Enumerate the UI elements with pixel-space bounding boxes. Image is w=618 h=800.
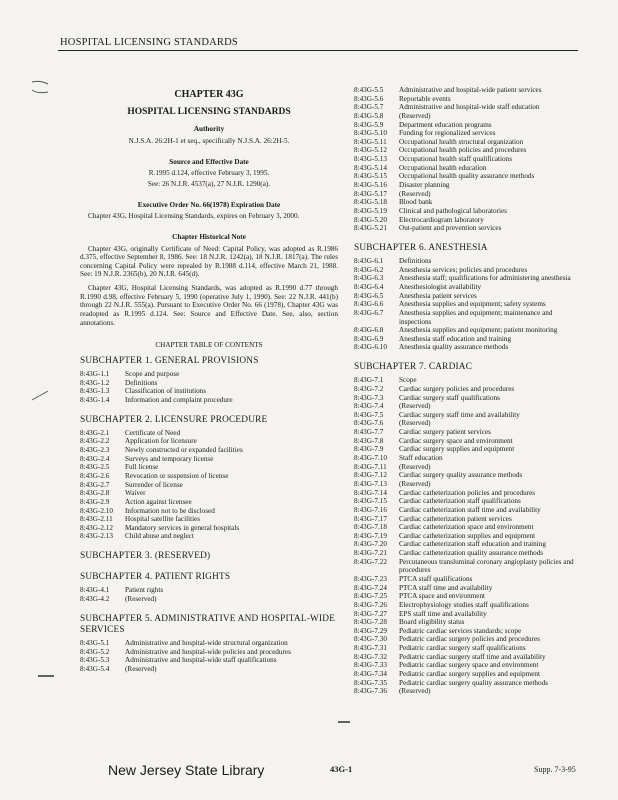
toc-entry bbox=[80, 595, 338, 604]
section-title: Cardiac surgery quality assurance methods bbox=[399, 471, 523, 480]
section-number: 8:43G-7.28 bbox=[354, 618, 387, 627]
section-title: Mandatory services in general hospitals bbox=[125, 523, 240, 532]
section-title: Waiver bbox=[125, 489, 146, 498]
section-title: Pediatric cardiac surgery staff time and availability bbox=[399, 652, 546, 661]
history-paragraph-2: Chapter 43G, Hospital Licensing Standards, was adopted as R.1990 d.77 through R.1990 d.98, effective February 5, 1990 (operative July 1, 1990). See: 22 N.J.R. 441(b) through 22 N.J.R. 555(a). Pursuant to Executive Order No. 66 (1978), Chapter 43G was readopted as R.1995 d.124. See: Source and Effective Date. See, also, section annotations. bbox=[80, 284, 338, 327]
section-title: (Reserved) bbox=[399, 479, 431, 488]
section-title: Cardiac surgery staff time and availability bbox=[399, 410, 520, 419]
toc-entry bbox=[80, 455, 338, 464]
section-title: (Reserved) bbox=[399, 189, 431, 198]
section-title: Occupational health staff qualifications bbox=[399, 155, 513, 164]
chapter-label: CHAPTER 43G bbox=[174, 89, 244, 100]
toc-entry bbox=[354, 224, 578, 233]
section-number: 8:43G-7.33 bbox=[354, 661, 387, 670]
section-number: 8:43G-6.1 bbox=[354, 257, 384, 266]
toc-entry bbox=[80, 370, 338, 379]
section-number: 8:43G-5.14 bbox=[354, 163, 387, 172]
section-number: 8:43G-7.18 bbox=[354, 523, 387, 532]
section-title: Anesthesia supplies and equipment; patient monitoring bbox=[399, 326, 558, 335]
section-title: (Reserved) bbox=[399, 462, 431, 471]
toc-entry bbox=[354, 164, 578, 173]
section-number: 8:43G-5.18 bbox=[354, 198, 387, 207]
section-title: (Reserved) bbox=[125, 664, 157, 673]
section-title: Surveys and temporary license bbox=[125, 454, 214, 463]
toc-entry bbox=[354, 679, 578, 688]
section-number: 8:43G-6.3 bbox=[354, 274, 384, 283]
toc-entry bbox=[80, 472, 338, 481]
section-number: 8:43G-5.17 bbox=[354, 189, 387, 198]
toc-entry bbox=[354, 584, 578, 593]
section-title: Cardiac catheterization patient services bbox=[399, 514, 512, 523]
section-title: Anesthesia supplies and equipment; safety systems bbox=[399, 300, 546, 309]
section-number: 8:43G-2.9 bbox=[80, 497, 110, 506]
section-title: Cardiac catheterization staff qualifications bbox=[399, 497, 521, 506]
section-title: Administrative and hospital-wide patient services bbox=[399, 86, 542, 94]
toc-entry bbox=[354, 644, 578, 653]
section-number: 8:43G-6.9 bbox=[354, 334, 384, 343]
section-title: Electrocardiogram laboratory bbox=[399, 215, 484, 224]
section-number: 8:43G-7.24 bbox=[354, 583, 387, 592]
subchapter-heading: SUBCHAPTER 4. PATIENT RIGHTS bbox=[80, 572, 231, 583]
section-title: Information and complaint procedure bbox=[125, 396, 233, 404]
section-number: 8:43G-2.4 bbox=[80, 454, 110, 463]
section-number: 8:43G-7.23 bbox=[354, 574, 387, 583]
section-number: 8:43G-6.8 bbox=[354, 326, 384, 335]
section-title: Certificate of Need bbox=[125, 428, 181, 437]
section-number: 8:43G-7.31 bbox=[354, 644, 387, 653]
toc-entry bbox=[354, 506, 578, 515]
section-number: 8:43G-7.15 bbox=[354, 497, 387, 506]
toc-entry bbox=[354, 335, 578, 344]
section-title: Pediatric cardiac surgery space and environment bbox=[399, 661, 539, 670]
toc-entry bbox=[354, 385, 578, 394]
source-text-2: See: 26 N.J.R. 4537(a), 27 N.J.R. 1290(a). bbox=[147, 179, 271, 188]
toc-entry bbox=[354, 471, 578, 480]
section-number: 8:43G-7.11 bbox=[354, 462, 387, 471]
section-number: 8:43G-7.12 bbox=[354, 471, 387, 480]
footer-supplement: Supp. 7-3-95 bbox=[534, 765, 576, 774]
section-title: Classification of institutions bbox=[125, 387, 207, 396]
section-title: Newly constructed or expanded facilities bbox=[125, 446, 243, 455]
toc-entry bbox=[354, 480, 578, 489]
section-title: Action against licensee bbox=[125, 497, 192, 506]
toc-entry bbox=[354, 300, 578, 309]
toc-entry bbox=[354, 266, 578, 275]
section-title: Pediatric cardiac surgery policies and procedures bbox=[399, 635, 540, 644]
section-number: 8:43G-7.8 bbox=[354, 436, 384, 445]
toc-entry bbox=[354, 411, 578, 420]
section-number: 8:43G-7.14 bbox=[354, 488, 387, 497]
section-title: Patient rights bbox=[125, 586, 164, 595]
section-number: 8:43G-2.6 bbox=[80, 472, 110, 480]
section-title: Definitions bbox=[125, 378, 158, 387]
toc-entry bbox=[354, 207, 578, 216]
toc-entry bbox=[354, 670, 578, 679]
toc-entry bbox=[354, 445, 578, 454]
toc-entry bbox=[80, 429, 338, 438]
section-title: Cardiac surgery patient services bbox=[399, 428, 491, 437]
section-number: 8:43G-4.2 bbox=[80, 595, 110, 604]
section-number: 8:43G-1.3 bbox=[80, 387, 110, 396]
section-number: 8:43G-7.25 bbox=[354, 592, 387, 601]
section-number: 8:43G-1.4 bbox=[80, 396, 110, 404]
section-number: 8:43G-7.27 bbox=[354, 609, 387, 618]
section-number: 8:43G-6.5 bbox=[354, 291, 384, 300]
toc-entry bbox=[354, 86, 578, 95]
section-number: 8:43G-5.4 bbox=[80, 664, 110, 673]
section-title: Cardiac surgery staff qualifications bbox=[399, 393, 500, 402]
section-title: (Reserved) bbox=[125, 595, 157, 604]
toc-entry bbox=[80, 498, 338, 507]
section-title: (Reserved) bbox=[399, 687, 431, 696]
section-title: Occupational health education bbox=[399, 163, 487, 172]
exec-order-text: Chapter 43G, Hospital Licensing Standards, expires on February 3, 2000. bbox=[88, 212, 300, 221]
section-number: 8:43G-7.6 bbox=[354, 419, 384, 428]
toc-entry bbox=[354, 129, 578, 138]
margin-mark-lower bbox=[36, 672, 56, 680]
exec-order-heading: Executive Order No. 66(1978) Expiration Date bbox=[137, 200, 281, 209]
section-title: Application for licensure bbox=[125, 437, 197, 446]
section-title: Electrophysiology studies staff qualifications bbox=[399, 600, 529, 609]
section-number: 8:43G-2.1 bbox=[80, 428, 110, 437]
section-title: Pediatric cardiac surgery quality assurance methods bbox=[399, 678, 548, 687]
section-title: Scope and purpose bbox=[125, 370, 180, 379]
toc-entry bbox=[354, 592, 578, 601]
section-title: Revocation or suspension of license bbox=[125, 472, 229, 480]
section-number: 8:43G-7.20 bbox=[354, 540, 387, 549]
toc-entry bbox=[354, 601, 578, 610]
margin-mark-middle bbox=[30, 388, 52, 404]
section-title: Full license bbox=[125, 463, 159, 472]
toc-right-continued bbox=[354, 86, 578, 233]
toc-entry bbox=[354, 419, 578, 428]
section-title: Funding for regionalized services bbox=[399, 129, 496, 138]
toc-entry bbox=[354, 309, 578, 326]
toc-entry bbox=[354, 394, 578, 403]
toc-entry bbox=[354, 549, 578, 558]
section-number: 8:43G-6.6 bbox=[354, 300, 384, 309]
section-title: Cardiac catheterization staff education and training bbox=[399, 540, 546, 549]
section-title: Cardiac surgery supplies and equipment bbox=[399, 445, 515, 454]
section-number: 8:43G-6.10 bbox=[354, 343, 387, 352]
section-title: Occupational health structural organization bbox=[399, 137, 524, 146]
section-number: 8:43G-5.15 bbox=[354, 172, 387, 181]
toc-entry bbox=[354, 575, 578, 584]
section-title: (Reserved) bbox=[399, 419, 431, 428]
toc-entry bbox=[354, 257, 578, 266]
section-number: 8:43G-5.12 bbox=[354, 146, 387, 155]
section-number: 8:43G-7.17 bbox=[354, 514, 387, 523]
section-title: Reportable events bbox=[399, 94, 451, 103]
section-title: Cardiac catheterization staff time and availability bbox=[399, 505, 541, 514]
section-title: Out-patient and prevention services bbox=[399, 224, 502, 233]
section-number: 8:43G-2.3 bbox=[80, 446, 110, 455]
section-number: 8:43G-7.36 bbox=[354, 687, 387, 696]
section-title: Administrative and hospital-wide staff education bbox=[399, 103, 540, 112]
toc-entry bbox=[354, 112, 578, 121]
subchapter-heading: SUBCHAPTER 1. GENERAL PROVISIONS bbox=[80, 355, 259, 366]
toc-entry bbox=[354, 454, 578, 463]
left-column bbox=[80, 86, 338, 674]
toc-left bbox=[80, 356, 338, 674]
section-number: 8:43G-7.3 bbox=[354, 393, 384, 402]
section-title: Hospital satellite facilities bbox=[125, 515, 201, 524]
section-number: 8:43G-5.7 bbox=[354, 103, 384, 112]
section-number: 8:43G-5.6 bbox=[354, 94, 384, 103]
section-number: 8:43G-7.35 bbox=[354, 678, 387, 687]
toc-entry bbox=[354, 326, 578, 335]
toc-entry bbox=[354, 402, 578, 411]
toc-entry bbox=[354, 515, 578, 524]
toc-entry bbox=[354, 661, 578, 670]
section-number: 8:43G-5.13 bbox=[354, 155, 387, 164]
subchapter-heading: SUBCHAPTER 7. CARDIAC bbox=[354, 362, 473, 373]
section-number: 8:43G-6.7 bbox=[354, 308, 384, 317]
section-title: Disaster planning bbox=[399, 181, 450, 190]
section-number: 8:43G-4.1 bbox=[80, 586, 110, 595]
section-title: Anesthesia supplies and equipment; maintenance and inspections bbox=[399, 308, 553, 326]
toc-entry bbox=[354, 283, 578, 292]
subchapter-heading: SUBCHAPTER 2. LICENSURE PROCEDURE bbox=[80, 414, 268, 425]
section-title: Child abuse and neglect bbox=[125, 532, 194, 541]
section-number: 8:43G-5.8 bbox=[354, 111, 384, 120]
section-number: 8:43G-2.13 bbox=[80, 532, 113, 541]
section-number: 8:43G-7.16 bbox=[354, 505, 387, 514]
toc-entry bbox=[354, 540, 578, 549]
chapter-title: HOSPITAL LICENSING STANDARDS bbox=[127, 107, 291, 117]
section-number: 8:43G-7.29 bbox=[354, 626, 387, 635]
section-title: Cardiac catheterization space and environment bbox=[399, 523, 534, 532]
section-title: Occupational health quality assurance methods bbox=[399, 172, 535, 181]
authority-heading: Authority bbox=[193, 125, 225, 134]
authority-text: N.J.S.A. 26:2H-1 et seq., specifically N.J.S.A. 26:2H-5. bbox=[128, 137, 290, 146]
section-number: 8:43G-6.4 bbox=[354, 282, 384, 291]
section-number: 8:43G-5.21 bbox=[354, 224, 387, 233]
section-title: Occupational health policies and procedures bbox=[399, 146, 527, 155]
toc-entry bbox=[80, 532, 338, 541]
section-number: 8:43G-7.10 bbox=[354, 454, 387, 463]
section-title: Department education programs bbox=[399, 120, 492, 129]
toc-title: CHAPTER TABLE OF CONTENTS bbox=[155, 341, 263, 350]
section-number: 8:43G-7.22 bbox=[354, 557, 387, 566]
section-number: 8:43G-7.34 bbox=[354, 670, 387, 679]
toc-entry bbox=[354, 618, 578, 627]
section-title: Pediatric cardiac surgery staff qualifications bbox=[399, 644, 526, 653]
toc-entry bbox=[354, 292, 578, 301]
section-title: Administrative and hospital-wide policies and procedures bbox=[125, 647, 291, 656]
section-number: 8:43G-5.19 bbox=[354, 206, 387, 215]
toc-entry bbox=[354, 463, 578, 472]
section-title: Cardiac surgery policies and procedures bbox=[399, 384, 515, 393]
toc-entry bbox=[80, 524, 338, 533]
section-title: Cardiac catheterization supplies and equipment bbox=[399, 531, 536, 540]
toc-entry bbox=[354, 428, 578, 437]
section-title: Board eligibility status bbox=[399, 618, 465, 627]
section-title: Cardiac catheterization policies and procedures bbox=[399, 488, 536, 497]
toc-entry bbox=[354, 627, 578, 636]
toc-entry bbox=[354, 687, 578, 696]
section-number: 8:43G-2.5 bbox=[80, 463, 110, 472]
section-title: Anesthesia quality assurance methods bbox=[399, 343, 509, 352]
history-heading: Chapter Historical Note bbox=[172, 232, 246, 241]
toc-entry bbox=[80, 656, 338, 665]
section-number: 8:43G-6.2 bbox=[354, 265, 384, 274]
toc-entry bbox=[80, 437, 338, 446]
toc-entry bbox=[80, 463, 338, 472]
toc-entry bbox=[80, 586, 338, 595]
subchapter-heading: SUBCHAPTER 5. ADMINISTRATIVE AND HOSPITAL-WIDE SERVICES bbox=[80, 613, 336, 635]
section-title: Pediatric cardiac surgery supplies and equipment bbox=[399, 670, 540, 679]
running-head: HOSPITAL LICENSING STANDARDS bbox=[60, 37, 238, 48]
toc-entry bbox=[354, 103, 578, 112]
section-title: Percutaneous transluminal coronary angioplasty policies and procedures bbox=[399, 557, 574, 575]
section-title: Cardiac catheterization quality assurance methods bbox=[399, 549, 544, 558]
toc-entry bbox=[354, 216, 578, 225]
section-title: (Reserved) bbox=[399, 111, 431, 120]
section-number: 8:43G-2.12 bbox=[80, 523, 113, 532]
section-title: Anesthesia staff; qualifications for administering anesthesia bbox=[399, 274, 571, 283]
section-number: 8:43G-2.10 bbox=[80, 506, 113, 515]
toc-entry bbox=[354, 146, 578, 155]
toc-entry bbox=[354, 190, 578, 199]
section-title: Administrative and hospital-wide staff qualifications bbox=[125, 656, 277, 665]
section-number: 8:43G-5.16 bbox=[354, 181, 387, 190]
toc-entry bbox=[354, 532, 578, 541]
toc-entry bbox=[354, 558, 578, 575]
margin-mark-right-lower bbox=[337, 719, 351, 725]
toc-entry bbox=[354, 376, 578, 385]
section-title: Anesthesia staff education and training bbox=[399, 334, 512, 343]
section-number: 8:43G-2.2 bbox=[80, 437, 110, 446]
toc-entry bbox=[80, 507, 338, 516]
section-number: 8:43G-7.4 bbox=[354, 402, 384, 411]
section-number: 8:43G-7.21 bbox=[354, 549, 387, 558]
section-title: Information not to be disclosed bbox=[125, 506, 215, 515]
section-title: Anesthesia patient services bbox=[399, 291, 477, 300]
section-title: Cardiac surgery space and environment bbox=[399, 436, 513, 445]
section-number: 8:43G-7.1 bbox=[354, 376, 384, 385]
toc-entry bbox=[80, 648, 338, 657]
section-title: EPS staff time and availability bbox=[399, 609, 487, 618]
section-title: Pediatric cardiac services standards; scope bbox=[399, 626, 522, 635]
section-number: 8:43G-5.5 bbox=[354, 86, 384, 94]
section-number: 8:43G-2.8 bbox=[80, 489, 110, 498]
toc-entry bbox=[80, 387, 338, 396]
toc-entry bbox=[354, 155, 578, 164]
section-number: 8:43G-7.30 bbox=[354, 635, 387, 644]
section-number: 8:43G-5.1 bbox=[80, 639, 110, 648]
toc-entry bbox=[80, 665, 338, 674]
toc-entry bbox=[80, 379, 338, 388]
toc-entry bbox=[354, 172, 578, 181]
history-paragraph-1: Chapter 43G, originally Certificate of Need: Capital Policy, was adopted as R.1986 d.375, effective September 8, 1986. See: 18 N.J.R. 1242(a), 18 N.J.R. 1817(a). The rules concerning Capital Policy were repealed by R.1988 d.114, effective March 21, 1988. See: 19 N.J.R. 2365(b), 20 N.J.R. 645(d). bbox=[80, 244, 338, 279]
section-number: 8:43G-7.2 bbox=[354, 384, 384, 393]
section-title: Anesthesia services; policies and procedures bbox=[399, 265, 528, 274]
section-number: 8:43G-5.11 bbox=[354, 137, 387, 146]
section-title: Anesthesiologist availability bbox=[399, 282, 482, 291]
toc-entry bbox=[80, 481, 338, 490]
footer-library-stamp: New Jersey State Library bbox=[108, 762, 265, 778]
toc-entry bbox=[80, 515, 338, 524]
toc-right bbox=[354, 243, 578, 696]
toc-entry bbox=[354, 181, 578, 190]
section-title: PTCA space and environment bbox=[399, 592, 486, 601]
section-number: 8:43G-7.13 bbox=[354, 479, 387, 488]
section-title: Staff education bbox=[399, 454, 443, 463]
section-number: 8:43G-1.2 bbox=[80, 378, 110, 387]
toc-entry bbox=[354, 635, 578, 644]
section-title: Surrender of license bbox=[125, 480, 183, 489]
toc-entry bbox=[80, 446, 338, 455]
margin-mark-top bbox=[28, 78, 52, 98]
header-rule bbox=[58, 50, 578, 51]
toc-entry bbox=[354, 653, 578, 662]
section-number: 8:43G-5.3 bbox=[80, 656, 110, 665]
section-title: (Reserved) bbox=[399, 402, 431, 411]
section-number: 8:43G-7.9 bbox=[354, 445, 384, 454]
section-number: 8:43G-7.32 bbox=[354, 652, 387, 661]
toc-entry bbox=[354, 121, 578, 130]
toc-entry bbox=[354, 489, 578, 498]
section-number: 8:43G-2.11 bbox=[80, 515, 113, 524]
section-number: 8:43G-7.26 bbox=[354, 600, 387, 609]
right-column bbox=[354, 86, 578, 696]
source-text-1: R.1995 d.124, effective February 3, 1995. bbox=[148, 169, 270, 178]
section-number: 8:43G-7.7 bbox=[354, 428, 384, 437]
source-heading: Source and Effective Date bbox=[169, 157, 249, 166]
toc-entry bbox=[80, 396, 338, 405]
section-number: 8:43G-5.10 bbox=[354, 129, 387, 138]
toc-entry bbox=[354, 497, 578, 506]
toc-entry bbox=[354, 343, 578, 352]
toc-entry bbox=[354, 437, 578, 446]
section-number: 8:43G-2.7 bbox=[80, 480, 110, 489]
section-title: Scope bbox=[399, 376, 417, 385]
section-number: 8:43G-1.1 bbox=[80, 370, 110, 379]
toc-entry bbox=[354, 274, 578, 283]
subchapter-heading: SUBCHAPTER 6. ANESTHESIA bbox=[354, 242, 488, 253]
toc-entry bbox=[354, 198, 578, 207]
section-number: 8:43G-7.5 bbox=[354, 410, 384, 419]
section-title: PTCA staff qualifications bbox=[399, 574, 473, 583]
section-number: 8:43G-5.20 bbox=[354, 215, 387, 224]
toc-entry bbox=[354, 610, 578, 619]
section-title: Blood bank bbox=[399, 198, 433, 207]
footer-page-number: 43G-1 bbox=[330, 764, 353, 774]
section-title: PTCA staff time and availability bbox=[399, 583, 493, 592]
toc-entry bbox=[354, 138, 578, 147]
section-title: Definitions bbox=[399, 257, 432, 266]
toc-entry bbox=[354, 523, 578, 532]
subchapter-heading: SUBCHAPTER 3. (RESERVED) bbox=[80, 551, 211, 562]
toc-entry bbox=[80, 489, 338, 498]
toc-entry bbox=[354, 95, 578, 104]
section-title: Clinical and pathological laboratories bbox=[399, 206, 507, 215]
section-number: 8:43G-5.2 bbox=[80, 647, 110, 656]
section-number: 8:43G-7.19 bbox=[354, 531, 387, 540]
section-title: Administrative and hospital-wide structural organization bbox=[125, 639, 288, 648]
section-number: 8:43G-5.9 bbox=[354, 120, 384, 129]
toc-entry bbox=[80, 639, 338, 648]
